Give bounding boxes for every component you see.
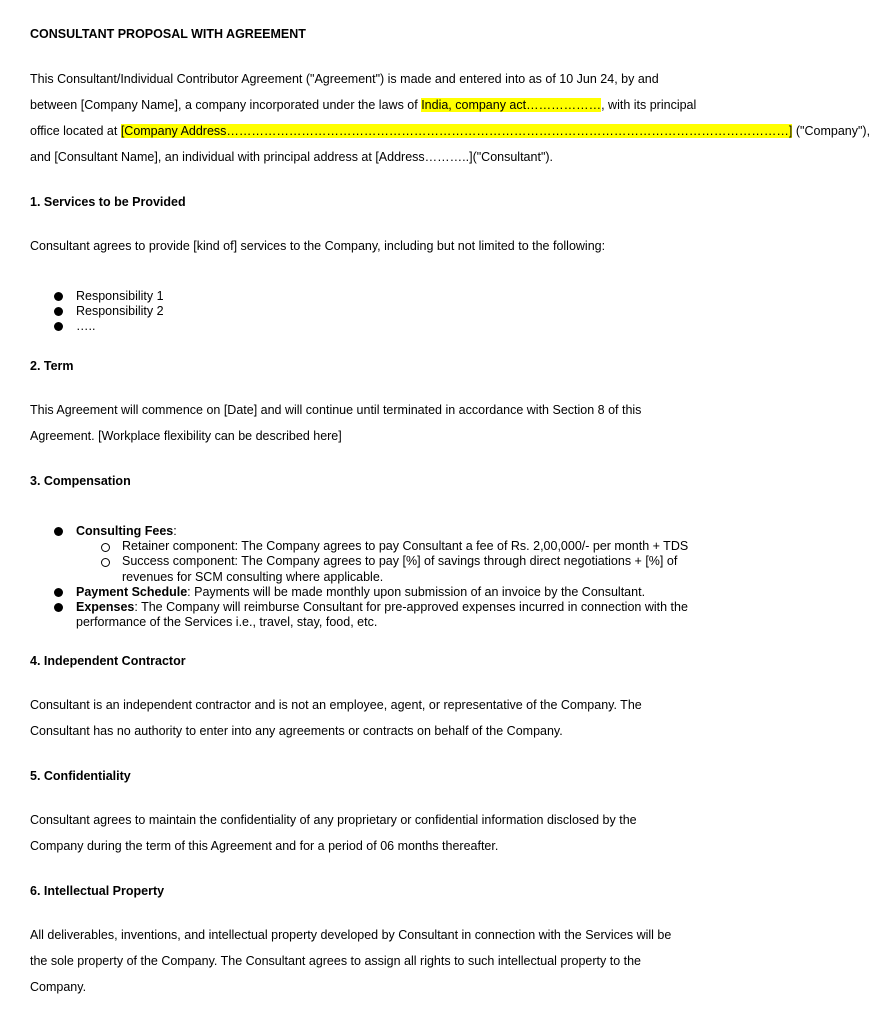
list-item-text: Responsibility 2 — [76, 304, 164, 319]
list-item — [0, 289, 164, 304]
paragraph-line: Consultant is an independent contractor and is not an employee, agent, or representative of the Company. The — [30, 698, 642, 712]
bullet-icon — [54, 527, 63, 536]
list-item-label: Expenses — [76, 600, 135, 615]
paragraph-line: This Agreement will commence on [Date] and will continue until terminated in accordance with Section 8 of this — [30, 403, 642, 417]
section-heading: 4. Independent Contractor — [30, 654, 186, 668]
highlighted-placeholder: India, company act……………… — [421, 98, 602, 112]
section-heading: 5. Confidentiality — [30, 769, 131, 783]
intro-text: office located at — [30, 124, 121, 138]
section-heading: 6. Intellectual Property — [30, 884, 165, 898]
sub-list-item — [76, 539, 688, 554]
compensation-list — [0, 524, 688, 630]
list-item-text: performance of the Services i.e., travel, stay, food, etc. — [76, 615, 378, 630]
paragraph-line: the sole property of the Company. The Consultant agrees to assign all rights to such intellectual property to the — [30, 954, 641, 968]
bullet-icon — [54, 292, 63, 301]
list-item — [0, 585, 688, 600]
list-item — [0, 524, 688, 585]
list-item-text: Responsibility 1 — [76, 289, 164, 303]
list-item — [0, 600, 688, 630]
sub-list-item — [76, 554, 688, 584]
list-item-text: ….. — [76, 319, 96, 334]
paragraph-line: Agreement. [Workplace flexibility can be described here] — [30, 429, 342, 443]
list-item-text: : The Company will reimburse Consultant for pre-approved expenses incurred in connection with the — [134, 600, 688, 615]
intro-line-2 — [30, 98, 696, 112]
list-item-text: : Payments will be made monthly upon submission of an invoice by the Consultant. — [187, 584, 646, 599]
list-item-label: Payment Schedule — [76, 584, 188, 599]
intro-line-3 — [30, 124, 870, 138]
intro-text: , with its principal — [601, 98, 697, 112]
paragraph-line: Company. — [30, 980, 87, 994]
document-title: CONSULTANT PROPOSAL WITH AGREEMENT — [30, 27, 306, 41]
list-item — [0, 319, 164, 334]
intro-line-4: and [Consultant Name], an individual with principal address at [Address………..]("Consultant"). — [30, 150, 554, 164]
fees-sublist — [76, 539, 688, 585]
paragraph-line: All deliverables, inventions, and intellectual property developed by Consultant in connection with the Services will be — [30, 928, 672, 942]
section-heading: 2. Term — [30, 359, 74, 373]
bullet-icon — [54, 322, 63, 331]
intro-line-1: This Consultant/Individual Contributor Agreement ("Agreement") is made and entered into as of 10 Jun 24, by and — [30, 72, 659, 86]
highlighted-placeholder: [Company Address………………………………………………………………………………………………………………………] — [120, 124, 793, 138]
list-item-text: revenues for SCM consulting where applicable. — [122, 569, 384, 584]
section-heading: 3. Compensation — [30, 474, 131, 488]
list-item-text: Success component: The Company agrees to pay [%] of savings through direct negotiations + [%] of — [122, 554, 678, 569]
bullet-icon — [54, 603, 63, 612]
bullet-icon — [54, 307, 63, 316]
circle-bullet-icon — [101, 558, 110, 567]
bullet-icon — [54, 588, 63, 597]
paragraph-line: Consultant has no authority to enter into any agreements or contracts on behalf of the Company. — [30, 724, 563, 738]
responsibility-list — [0, 289, 164, 335]
paragraph-line: Company during the term of this Agreement and for a period of 06 months thereafter. — [30, 839, 499, 853]
intro-text: ("Company"), — [792, 124, 870, 138]
list-item-label: Consulting Fees — [76, 524, 174, 538]
list-item-text: : — [173, 524, 177, 538]
circle-bullet-icon — [101, 543, 110, 552]
paragraph: Consultant agrees to provide [kind of] services to the Company, including but not limited to the following: — [30, 239, 606, 253]
list-item — [0, 304, 164, 319]
section-heading: 1. Services to be Provided — [30, 195, 186, 209]
paragraph-line: Consultant agrees to maintain the confidentiality of any proprietary or confidential information disclosed by the — [30, 813, 637, 827]
list-item-text: Retainer component: The Company agrees to pay Consultant a fee of Rs. 2,00,000/- per month + TDS — [122, 539, 689, 554]
intro-text: between [Company Name], a company incorporated under the laws of — [30, 98, 422, 112]
